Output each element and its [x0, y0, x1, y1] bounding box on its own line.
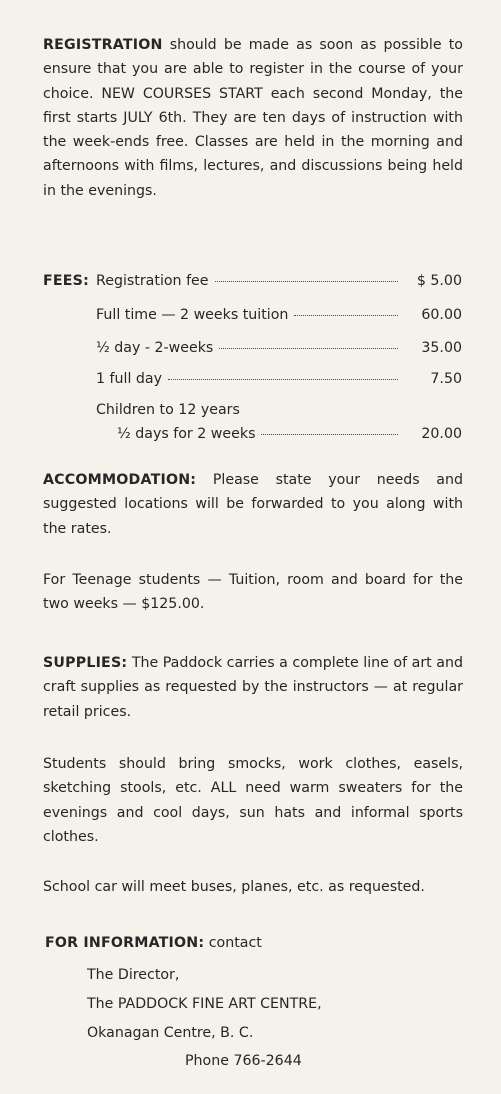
leader-dots [219, 348, 398, 349]
fee-row-children-half-days [117, 424, 462, 444]
fee-row-full-time [96, 305, 462, 325]
fee-amount: 20.00 [421, 426, 462, 442]
accommodation-paragraph [43, 468, 463, 541]
accommodation-heading: ACCOMMODATION: [43, 472, 197, 488]
school-car-paragraph: School car will meet buses, planes, etc. as requested. [43, 879, 425, 895]
teenage-paragraph: For Teenage students — Tuition, room and board for the two weeks — $125.00. [43, 572, 463, 613]
contact-line: The PADDOCK FINE ART CENTRE, [87, 996, 322, 1012]
fee-row-registration [96, 271, 462, 291]
bring-paragraph: Students should bring smocks, work clothes, easels, sketching stools, etc. ALL need warm sweaters for the evenings and cool days, sun hats and informal sports clothes. [43, 756, 463, 845]
fee-label: ½ day - 2-weeks [96, 340, 214, 356]
accommodation-text: Please state your needs and suggested locations will be forwarded to you along with the rates. [43, 472, 463, 537]
information-heading-line [45, 933, 262, 953]
registration-paragraph [43, 33, 463, 203]
leader-dots [215, 281, 398, 282]
registration-heading: REGISTRATION [43, 37, 163, 53]
fee-label: Registration fee [96, 273, 209, 289]
fee-amount: $ 5.00 [416, 273, 462, 289]
information-heading: FOR INFORMATION: [45, 935, 205, 951]
fee-children-label: Children to 12 years [96, 402, 240, 418]
fee-amount: 60.00 [421, 307, 462, 323]
registration-text: should be made as soon as possible to ensure that you are able to register in the course of your choice. NEW COURSES START each second Monday, the first starts JULY 6th. They are ten days of instruction with the week-ends free. Classes are held in the morning and afternoons with films, lectures, and discussions being held in the evenings. [43, 37, 463, 199]
leader-dots [168, 379, 398, 380]
contact-line: Okanagan Centre, B. C. [87, 1025, 254, 1041]
fee-row-full-day [96, 369, 462, 389]
leader-dots [261, 434, 398, 435]
fees-heading: FEES: [43, 273, 89, 289]
supplies-paragraph [43, 651, 463, 724]
fee-label: Full time — 2 weeks tuition [96, 307, 289, 323]
supplies-text: The Paddock carries a complete line of art and craft supplies as requested by the instructors — at regular retail prices. [43, 655, 463, 720]
fee-label: 1 full day [96, 371, 163, 387]
supplies-heading: SUPPLIES: [43, 655, 128, 671]
fee-amount: 35.00 [421, 340, 462, 356]
contact-line: The Director, [87, 967, 180, 983]
fee-label: ½ days for 2 weeks [117, 426, 256, 442]
fee-amount: 7.50 [430, 371, 462, 387]
contact-phone: Phone 766-2644 [185, 1053, 302, 1069]
fee-row-half-day [96, 338, 462, 358]
information-contact-text: contact [208, 935, 262, 951]
leader-dots [294, 315, 398, 316]
